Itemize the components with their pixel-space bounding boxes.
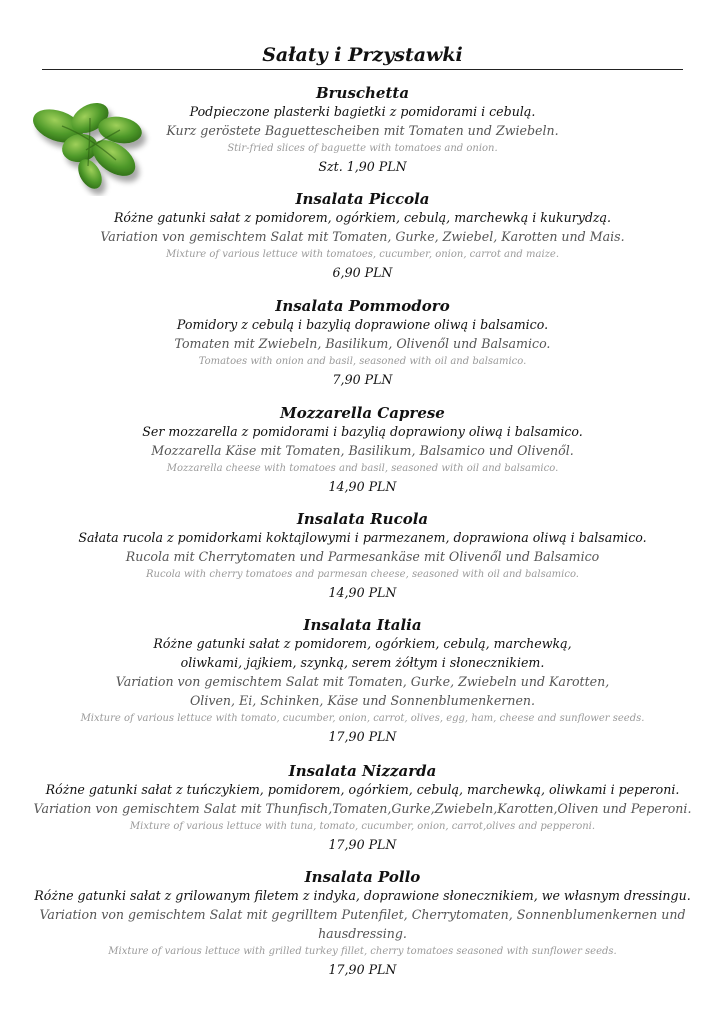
item-description-german: Variation von gemischtem Salat mit gegrilltem Putenfilet, Cherrytomaten, Sonnenblumenkernen und <box>39 907 686 922</box>
item-name: Insalata Italia <box>303 616 422 634</box>
item-description-polish: Ser mozzarella z pomidorami i bazylią doprawiony oliwą i balsamico. <box>142 424 583 439</box>
item-description-english: Tomatoes with onion and basil, seasoned with oil and balsamico. <box>198 356 527 367</box>
item-price: 14,90 PLN <box>328 585 397 600</box>
item-description-english: Mozzarella cheese with tomatoes and basil, seasoned with oil and balsamico. <box>166 463 559 474</box>
item-price: 7,90 PLN <box>332 372 393 387</box>
item-description-english: Mixture of various lettuce with tomatoes, cucumber, onion, carrot and maize. <box>165 249 560 260</box>
item-description-english: Stir-fried slices of baguette with tomatoes and onion. <box>227 143 498 154</box>
menu-item-insalata-nizzarda <box>30 762 695 868</box>
item-price: 14,90 PLN <box>328 479 397 494</box>
item-description-polish-continued: oliwkami, jajkiem, szynką, serem żółtym i słonecznikiem. <box>180 655 545 670</box>
item-name: Insalata Piccola <box>295 190 430 208</box>
item-price: 17,90 PLN <box>328 837 397 852</box>
item-description-english: Mixture of various lettuce with grilled turkey fillet, cherry tomatoes seasoned with sunflower seeds. <box>108 946 617 957</box>
item-description-german: Rucola mit Cherrytomaten und Parmesankäse mit Olivenől und Balsamico <box>125 549 600 564</box>
item-description-polish: Różne gatunki sałat z grilowanym filetem z indyka, doprawione słonecznikiem, we własnym dressingu. <box>34 888 691 903</box>
item-description-polish: Różne gatunki sałat z tuńczykiem, pomidorem, ogórkiem, cebulą, marchewką, oliwkami i peperoni. <box>45 782 680 797</box>
item-description-german: Variation von gemischtem Salat mit Thunfisch,Tomaten,Gurke,Zwiebeln,Karotten,Oliven und Peperoni. <box>33 801 692 816</box>
menu-item-bruschetta <box>30 84 695 190</box>
item-description-polish: Różne gatunki sałat z pomidorem, ogórkiem, cebulą, marchewką, <box>153 636 572 651</box>
item-description-english: Mixture of various lettuce with tomato, cucumber, onion, carrot, olives, egg, ham, cheese and sunflower seeds. <box>80 713 645 724</box>
title-divider <box>42 69 683 70</box>
menu-item-insalata-pollo <box>30 868 695 979</box>
item-description-german: Kurz geröstete Baguettescheiben mit Tomaten und Zwiebeln. <box>166 123 559 138</box>
menu-list <box>30 84 695 979</box>
item-description-english: Mixture of various lettuce with tuna, tomato, cucumber, onion, carrot,olives and pepperoni. <box>129 821 596 832</box>
item-description-german: Tomaten mit Zwiebeln, Basilikum, Olivenől und Balsamico. <box>174 336 551 351</box>
item-description-german-continued: hausdressing. <box>318 926 407 941</box>
menu-item-insalata-piccola <box>30 190 695 297</box>
item-name: Mozzarella Caprese <box>280 404 445 422</box>
item-name: Insalata Nizzarda <box>288 762 437 780</box>
page-title: Sałaty i Przystawki <box>262 44 463 66</box>
menu-item-insalata-pommodoro <box>30 297 695 404</box>
item-description-polish: Pomidory z cebulą i bazylią doprawione oliwą i balsamico. <box>176 317 549 332</box>
item-price: 17,90 PLN <box>328 729 397 744</box>
item-description-german: Variation von gemischtem Salat mit Tomaten, Gurke, Zwiebel, Karotten und Mais. <box>100 229 625 244</box>
item-description-polish: Sałata rucola z pomidorkami koktajlowymi i parmezanem, doprawiona oliwą i balsamico. <box>78 530 647 545</box>
item-description-polish: Różne gatunki sałat z pomidorem, ogórkiem, cebulą, marchewką i kukurydzą. <box>113 210 612 225</box>
item-price: Szt. 1,90 PLN <box>318 159 407 174</box>
item-name: Insalata Rucola <box>296 510 429 528</box>
menu-item-mozzarella-caprese <box>30 404 695 510</box>
item-description-german: Mozzarella Käse mit Tomaten, Basilikum, Balsamico und Olivenől. <box>151 443 574 458</box>
item-name: Bruschetta <box>315 84 410 102</box>
menu-item-insalata-italia <box>30 616 695 762</box>
item-description-german: Variation von gemischtem Salat mit Tomaten, Gurke, Zwiebeln und Karotten, <box>115 674 610 689</box>
item-description-german-continued: Oliven, Ei, Schinken, Käse und Sonnenblumenkernen. <box>189 693 536 708</box>
item-price: 6,90 PLN <box>332 265 393 280</box>
item-name: Insalata Pommodoro <box>275 297 450 315</box>
item-description-english: Rucola with cherry tomatoes and parmesan cheese, seasoned with oil and balsamico. <box>146 569 579 580</box>
item-description-polish: Podpieczone plasterki bagietki z pomidorami i cebulą. <box>189 104 536 119</box>
item-name: Insalata Pollo <box>304 868 421 886</box>
item-price: 17,90 PLN <box>328 962 397 977</box>
menu-item-insalata-rucola <box>30 510 695 616</box>
